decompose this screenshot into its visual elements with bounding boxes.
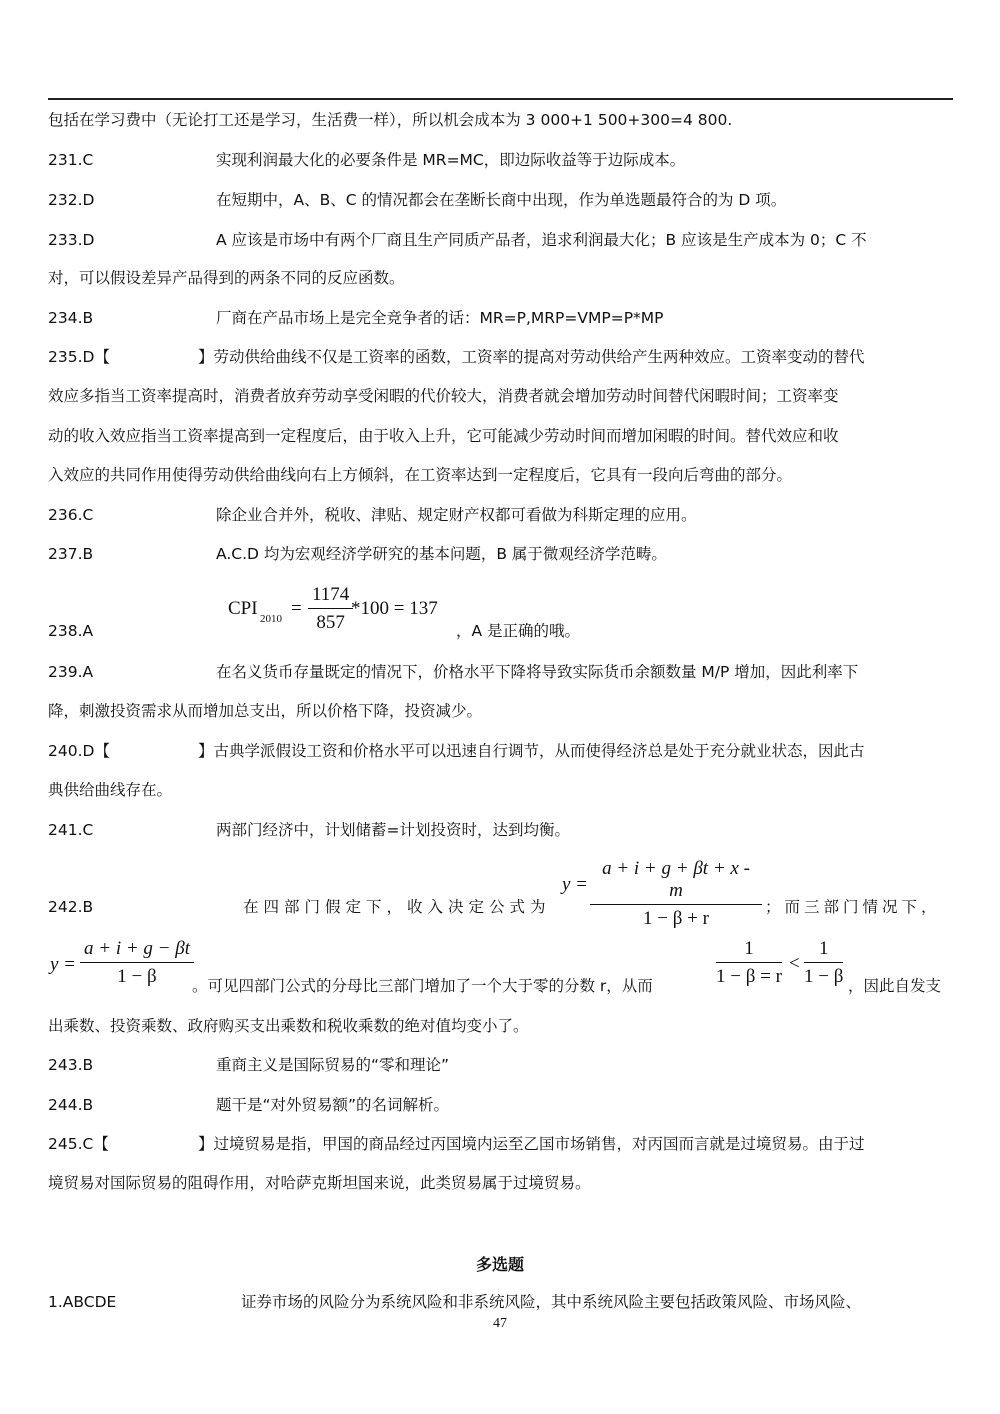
answer-240-text: 】古典学派假设工资和价格水平可以迅速自行调节，从而使得经济总是处于充分就业状态，因此古 (198, 742, 865, 760)
answer-242-text: 在四部门假定下，收入决定公式为 (243, 898, 551, 916)
answer-242-continuation: 出乘数、投资乘数、政府购买支出乘数和税收乘数的绝对值均变小了。 (48, 1017, 529, 1035)
three-sector-fraction (80, 938, 194, 988)
answer-234-text: 厂商在产品市场上是完全竞争者的话：MR=P,MRP=VMP=P*MP (216, 309, 664, 327)
less-than-sign: < (789, 953, 800, 974)
cpi-result: *100 = 137 (351, 598, 438, 619)
cpi-label: CPI (228, 598, 258, 619)
cpi-equals: = (291, 598, 302, 619)
answer-231-text: 实现利润最大化的必要条件是 MR=MC，即边际收益等于边际成本。 (216, 151, 686, 169)
three-sector-numerator: a + i + g − βt (80, 938, 194, 963)
answer-242-number: 242.B (48, 898, 94, 916)
answer-243-text: 重商主义是国际贸易的“零和理论” (216, 1056, 450, 1074)
multiplier-four-sector (716, 938, 782, 988)
answer-239-number: 239.A (48, 663, 94, 681)
multiplier-three-sector (804, 938, 843, 988)
cpi-numerator: 1174 (308, 584, 353, 609)
intro-line: 包括在学习费中（无论打工还是学习，生活费一样），所以机会成本为 3 000+1 500+300=4 800. (48, 111, 733, 129)
section-title: 多选题 (475, 1255, 524, 1274)
answer-241-number: 241.C (48, 821, 94, 839)
answer-239-text: 在名义货币存量既定的情况下，价格水平下降将导致实际货币余额数量 M/P 增加，因此利率下 (216, 663, 859, 681)
answer-235-continuation-3: 入效应的共同作用使得劳动供给曲线向右上方倾斜，在工资率达到一定程度后，它具有一段向后弯曲的部分。 (48, 466, 793, 484)
answer-235-continuation-2: 动的收入效应指当工资率提高到一定程度后，由于收入上升，它可能减少劳动时间而增加闲暇的时间。替代效应和收 (48, 427, 839, 445)
answer-245-continuation: 境贸易对国际贸易的阻碍作用，对哈萨克斯坦国来说，此类贸易属于过境贸易。 (48, 1174, 591, 1192)
answer-238-number: 238.A (48, 622, 94, 640)
answer-244-number: 244.B (48, 1096, 94, 1114)
cpi-subscript: 2010 (260, 613, 282, 625)
three-sector-lhs: y = (50, 954, 77, 975)
page-number: 47 (493, 1316, 507, 1331)
three-sector-denominator: 1 − β (117, 966, 157, 987)
answer-240-continuation: 典供给曲线存在。 (48, 781, 173, 799)
three-sector-formula (50, 938, 200, 990)
answer-244-text: 题干是“对外贸易额”的名词解析。 (216, 1096, 450, 1114)
multiplier-three-denominator: 1 − β (804, 966, 844, 987)
answer-243-number: 243.B (48, 1056, 94, 1074)
cpi-formula (228, 584, 453, 636)
answer-233-continuation: 对，可以假设差异产品得到的两条不同的反应函数。 (48, 269, 405, 287)
answer-245-text: 】过境贸易是指，甲国的商品经过丙国境内运至乙国市场销售，对丙国而言就是过境贸易。由于过 (198, 1135, 865, 1153)
multiplier-four-numerator: 1 (716, 938, 782, 963)
multiplier-three-numerator: 1 (804, 938, 843, 963)
answer-240-number: 240.D【 (48, 742, 110, 760)
answer-241-text: 两部门经济中，计划储蓄=计划投资时，达到均衡。 (216, 821, 570, 839)
multi-1-number: 1.ABCDE (48, 1293, 117, 1311)
answer-235-number: 235.D【 (48, 348, 110, 366)
multi-1-text: 证券市场的风险分为系统风险和非系统风险，其中系统风险主要包括政策风险、市场风险、 (241, 1293, 862, 1311)
four-sector-fraction (590, 858, 762, 930)
answer-235-continuation-1: 效应多指当工资率提高时，消费者放弃劳动享受闲暇的代价较大，消费者就会增加劳动时间替代闲暇时间；工资率变 (48, 387, 839, 405)
answer-245-number: 245.C【 (48, 1135, 109, 1153)
answer-235-text: 】劳动供给曲线不仅是工资率的函数，工资率的提高对劳动供给产生两种效应。工资率变动的替代 (198, 348, 865, 366)
multiplier-four-denominator: 1 − β = r (716, 966, 782, 987)
answer-237-text: A.C.D 均为宏观经济学研究的基本问题，B 属于微观经济学范畴。 (216, 545, 667, 563)
answer-233-number: 233.D (48, 231, 95, 249)
answer-242-end: ，因此自发支 (848, 977, 942, 995)
four-sector-denominator: 1 − β + r (643, 908, 709, 929)
cpi-fraction (308, 584, 353, 634)
header-rule (48, 98, 953, 100)
answer-236-text: 除企业合并外，税收、津贴、规定财产权都可看做为科斯定理的应用。 (216, 506, 697, 524)
answer-238-text: ，A 是正确的哦。 (456, 622, 581, 640)
cpi-denominator: 857 (316, 612, 345, 633)
answer-232-number: 232.D (48, 191, 95, 209)
answer-239-continuation: 降，刺激投资需求从而增加总支出，所以价格下降，投资减少。 (48, 702, 483, 720)
answer-233-text: A 应该是市场中有两个厂商且生产同质产品者，追求利润最大化；B 应该是生产成本为 0；C 不 (216, 231, 867, 249)
answer-232-text: 在短期中，A、B、C 的情况都会在垄断长商中出现，作为单选题最符合的为 D 项。 (216, 191, 787, 209)
answer-242-middle: 。可见四部门公式的分母比三部门增加了一个大于零的分数 r，从而 (192, 977, 653, 995)
answer-236-number: 236.C (48, 506, 94, 524)
answer-237-number: 237.B (48, 545, 94, 563)
answer-231-number: 231.C (48, 151, 94, 169)
answer-234-number: 234.B (48, 309, 94, 327)
answer-242-after: ；而三部门情况下， (765, 898, 941, 916)
four-sector-lhs: y = (562, 874, 589, 895)
four-sector-numerator: a + i + g + βt + x - m (590, 858, 762, 905)
